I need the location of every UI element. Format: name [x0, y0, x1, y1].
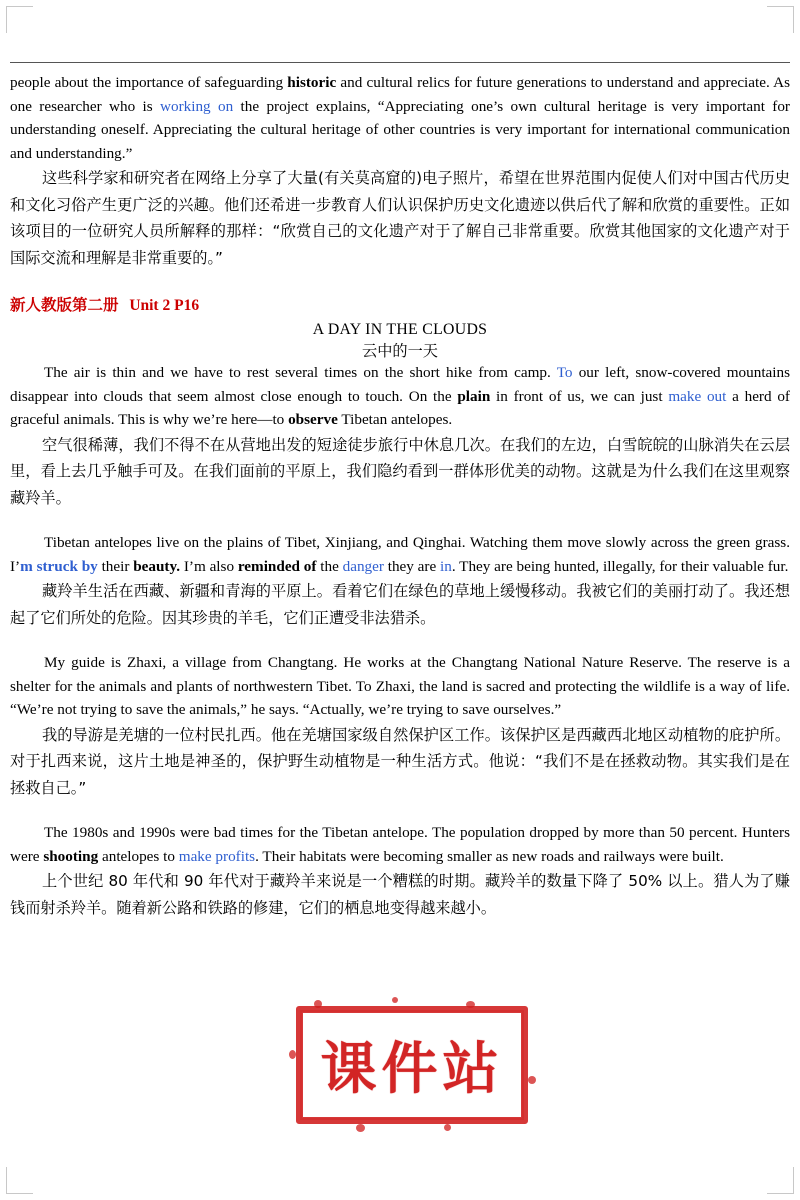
- text-run-highlight: working on: [160, 97, 234, 115]
- paragraph-4-chinese: 我的导游是羌塘的一位村民扎西。他在羌塘国家级自然保护区工作。该保护区是西藏西北地区动植物的庇护所。对于扎西来说，这片土地是神圣的，保护野生动植物是一种生活方式。他说：“我们不是在拯救动物。其实我们是在拯救自己。”: [10, 725, 790, 797]
- text-run-bold: reminded of: [237, 557, 317, 575]
- spacer: [10, 511, 790, 531]
- stamp-speck: [289, 1050, 296, 1059]
- paragraph-1-chinese: 这些科学家和研究者在网络上分享了大量(有关莫高窟的)电子照片，希望在世界范围内促使人们对中国古代历史和文化习俗产生更广泛的兴趣。他们还希进一步教育人们认识保护历史文化遗迹以供后代了解和欣赏的重要性。正如该项目的一位研究人员所解释的那样：“欣赏自己的文化遗产对于了解自己非常重要。欣赏其他国家的文化遗产对于国际交流和理解是非常重要的。”: [10, 169, 790, 267]
- stamp-speck: [444, 1124, 451, 1131]
- spacer: [10, 271, 790, 291]
- paragraph-5-english: [10, 821, 790, 868]
- crop-mark-top-right: [767, 6, 794, 33]
- crop-mark-bottom-right: [767, 1167, 794, 1194]
- text-run-highlight: To: [556, 364, 573, 381]
- crop-mark-bottom-left: [6, 1167, 33, 1194]
- text-run: antelopes to: [98, 847, 179, 865]
- paragraph-2-english: [10, 361, 790, 432]
- paragraph-1-english: [10, 71, 790, 165]
- article-title-english: A DAY IN THE CLOUDS: [312, 321, 488, 338]
- text-run-bold: plain: [457, 387, 491, 405]
- text-run-bold: observe: [288, 411, 338, 428]
- stamp-speck: [392, 997, 398, 1003]
- text-run: the project explains, “Appreciating one’s own cultural heritage is very important for understanding oneself. Appreciating the cultural heritage of other countries is very important for international communication and understanding.”: [10, 97, 790, 162]
- text-run: I’m also: [180, 557, 238, 575]
- unit-heading: [10, 293, 790, 315]
- text-run: the: [316, 557, 343, 575]
- text-run: The air is thin and we have to rest several times on the short hike from camp.: [44, 364, 557, 381]
- stamp-speck: [314, 1000, 322, 1008]
- text-run: they are: [383, 557, 441, 575]
- unit-heading-chinese: 新人教版第二册: [10, 296, 119, 314]
- text-run: a herd of graceful animals. This is why we’re here—to: [10, 387, 790, 428]
- text-run-highlight: in: [440, 557, 452, 575]
- spacer: [10, 801, 790, 821]
- watermark-stamp: [296, 1006, 528, 1124]
- stamp-text: 课件站: [320, 1037, 504, 1102]
- paragraph-4-english: My guide is Zhaxi, a village from Changtang. He works at the Changtang National Nature Reserve. The reserve is a shelter for the animals and plants of northwestern Tibet. To Zhaxi, the land is sacred and protecting the wildlife is a way of life. “We’re not trying to save the animals,” he says. “Actually, we’re trying to save ourselves.”: [10, 654, 790, 718]
- text-run: Tibetan antelopes live on the plains of Tibet, Xinjiang, and Qinghai. Watching them move slowly across the green grass. I’: [10, 534, 790, 575]
- header-divider: [10, 62, 790, 63]
- text-run-bold: shooting: [43, 847, 99, 865]
- paragraph-2-chinese: 空气很稀薄，我们不得不在从营地出发的短途徒步旅行中休息几次。在我们的左边，白雪皖皖的山脉消失在云层里，看上去几乎触手可及。在我们面前的平原上，我们隐约看到一群体形优美的动物。这就是为什么我们在这里观察藏羚羊。: [10, 435, 790, 507]
- paragraph-3-english: [10, 531, 790, 578]
- text-run: and cultural relics for future generations to understand and appreciate. As one researcher who is: [10, 74, 790, 115]
- text-run-bold: historic: [287, 74, 337, 91]
- text-run-highlight: make profits: [178, 847, 256, 865]
- text-run: Tibetan antelopes.: [337, 411, 453, 428]
- paragraph-3-chinese: 藏羚羊生活在西藏、新疆和青海的平原上。看着它们在绿色的草地上缓慢移动。我被它们的美丽打动了。我还想起了它们所处的危险。因其珍贵的羊毛，它们正遭受非法猎杀。: [10, 582, 790, 627]
- text-run: their: [97, 557, 134, 575]
- stamp-speck: [466, 1001, 475, 1008]
- paragraph-5-chinese: 上个世纪 80 年代和 90 年代对于藏羚羊来说是一个糟糕的时期。藏羚羊的数量下降了 50% 以上。猎人为了赚钱而射杀羚羊。随着新公路和铁路的修建，它们的栖息地变得越来越小。: [10, 872, 790, 917]
- text-run: . Their habitats were becoming smaller as new roads and railways were built.: [255, 847, 724, 865]
- article-title-chinese: 云中的一天: [362, 342, 438, 360]
- text-run-highlight: m struck by: [20, 557, 98, 575]
- unit-heading-english: Unit 2 P16: [129, 297, 200, 314]
- stamp-speck: [356, 1124, 365, 1132]
- spacer: [10, 631, 790, 651]
- text-run: The 1980s and 1990s were bad times for the Tibetan antelope. The population dropped by more than 50 percent. Hunters were: [10, 824, 790, 865]
- text-run: . They are being hunted, illegally, for their valuable fur.: [451, 557, 789, 575]
- text-run: people about the importance of safeguarding: [10, 74, 288, 91]
- stamp-speck: [528, 1076, 536, 1084]
- text-run: in front of us, we can just: [490, 387, 669, 405]
- text-run-highlight: danger: [342, 557, 384, 575]
- stamp-frame: [296, 1006, 528, 1124]
- text-run-bold: beauty.: [133, 557, 181, 575]
- crop-mark-top-left: [6, 6, 33, 33]
- page-content: [10, 62, 790, 921]
- text-run: our left, snow-covered mountains disappear into clouds that seem almost close enough to touch. On the: [10, 364, 791, 405]
- text-run-highlight: make out: [668, 387, 727, 405]
